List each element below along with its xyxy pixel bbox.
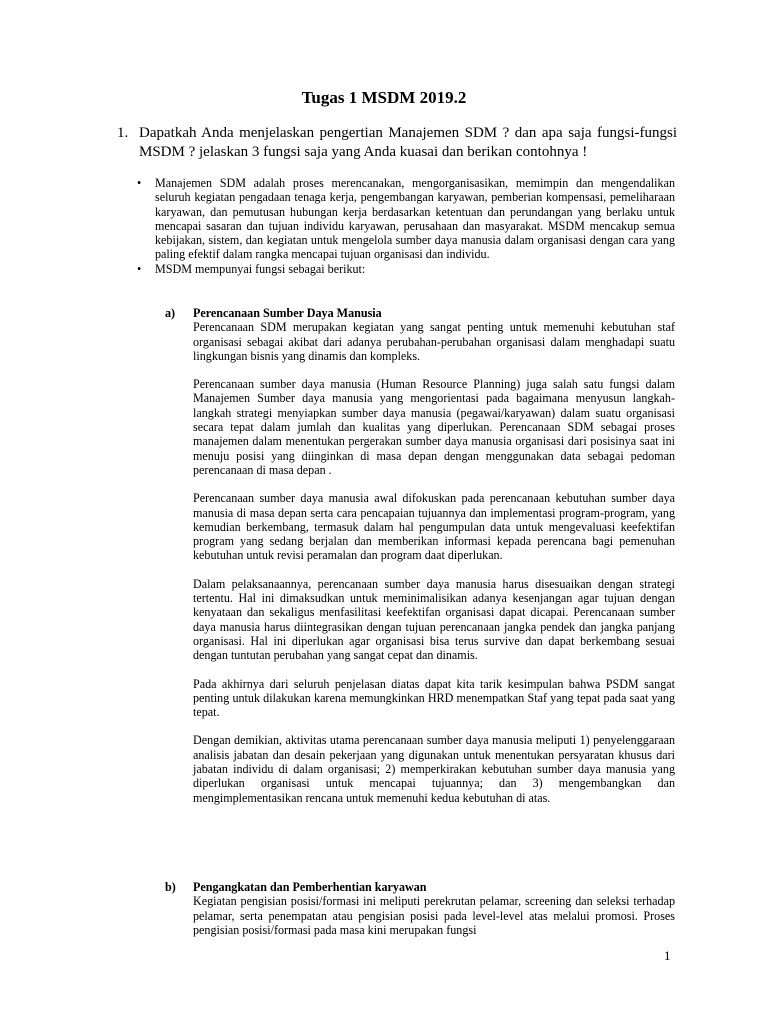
bullet-icon: • xyxy=(137,261,142,276)
bullet-icon: • xyxy=(137,176,142,190)
question-1 xyxy=(117,124,677,162)
section-heading: Perencanaan Sumber Daya Manusia xyxy=(193,306,382,320)
question-number: 1. xyxy=(117,125,129,141)
document-title: Tugas 1 MSDM 2019.2 xyxy=(301,88,467,107)
section-paragraph: Perencanaan sumber daya manusia (Human Resource Planning) juga salah satu fungsi dalam Manajemen Sumber daya manusia yang mengorientasi pada bagaimana menyusun langkah-langkah strategi menyiapkan sumber daya manusia (pegawai/karyawan) dalam suatu organisasi secara tepat dalam jumlah dan kualitas yang diperlukan. Perencanaan SDM sebagai proses manajemen dalam menentukan pergerakan sumber daya manusia organisasi dari posisinya saat ini menuju posisi yang diinginkan di masa depan dengan menggunakan data sebagai pedoman perencanaan di masa depan . xyxy=(193,377,675,477)
section-paragraph: Kegiatan pengisian posisi/formasi ini meliputi perekrutan pelamar, screening dan seleksi terhadap pelamar, serta penempatan atau pengisian posisi pada level-level atas melalui promosi. Proses pengisian posisi/formasi pada masa kini merupakan fungsi xyxy=(193,894,675,937)
section-heading: Pengangkatan dan Pemberhentian karyawan xyxy=(193,880,427,894)
section-a xyxy=(165,306,675,819)
section-paragraph: Pada akhirnya dari seluruh penjelasan diatas dapat kita tarik kesimpulan bahwa PSDM sangat penting untuk dilakukan karena memungkinkan HRD menempatkan Staf yang tepat pada saat yang tepat. xyxy=(193,676,675,720)
page-number: 1 xyxy=(664,948,671,963)
bullet-item xyxy=(135,262,675,276)
question-text: Dapatkah Anda menjelaskan pengertian Manajemen SDM ? dan apa saja fungsi-fungsi MSDM ? jelaskan 3 fungsi saja yang Anda kuasai dan berikan contohnya ! xyxy=(139,125,677,160)
bullet-list xyxy=(135,176,675,276)
section-letter: b) xyxy=(165,880,176,894)
section-paragraph: Perencanaan SDM merupakan kegiatan yang sangat penting untuk memenuhi kebutuhan staf organisasi sebagai akibat dari adanya perubahan-perubahan organisasi dalam menghadapi suatu lingkungan bisnis yang dinamis dan kompleks. xyxy=(193,320,675,363)
section-paragraph: Dengan demikian, aktivitas utama perencanaan sumber daya manusia meliputi 1) penyelenggaraan analisis jabatan dan desain pekerjaan yang digunakan untuk menentukan persyaratan khusus dari jabatan individu di dalam organisasi; 2) memperkirakan kebutuhan sumber daya manusia yang diperlukan organisasi untuk mencapai tujuannya; dan 3) mengembangkan dan mengimplementasikan rencana untuk memenuhi kedua kebutuhan di atas. xyxy=(193,733,675,805)
bullet-text: Manajemen SDM adalah proses merencanakan, mengorganisasikan, memimpin dan mengendalikan seluruh kegiatan pengadaan tenaga kerja, pengembangan karyawan, pemberian kompensasi, pemeliharaan karyawan, dan pemutusan hubungan kerja berdasarkan ketentuan dan perundangan yang berlaku untuk mencapai sasaran dan tujuan individu karyawan, perusahaan dan masyarakat. MSDM mencakup semua kebijakan, sistem, dan kegiatan untuk mengelola sumber daya manusia dalam organisasi dengan cara yang paling efektif dalam rangka mencapai tujuan organisasi dan individu. xyxy=(155,176,675,262)
section-paragraph: Perencanaan sumber daya manusia awal difokuskan pada perencanaan kebutuhan sumber daya manusia di masa depan serta cara pencapaian tujuannya dan implementasi program-program, yang kemudian berkembang, termasuk dalam hal pengumpulan data untuk mengevaluasi keefektifan program yang sedang berjalan dan memberikan informasi kepada perencana bagi pemenuhan kebutuhan untuk revisi peramalan dan program daat diperlukan. xyxy=(193,491,675,563)
bullet-item xyxy=(135,176,675,262)
bullet-text: MSDM mempunyai fungsi sebagai berikut: xyxy=(155,261,366,276)
section-letter: a) xyxy=(165,306,176,320)
section-b xyxy=(165,880,675,951)
section-paragraph: Dalam pelaksanaannya, perencanaan sumber daya manusia harus disesuaikan dengan strategi tertentu. Hal ini dimaksudkan untuk meminimalisikan adanya kesenjangan agar tujuan dengan kenyataan dan sekaligus menfasilitasi keefektifan organisasi dapat dicapai. Perencanaan sumber daya manusia harus diintegrasikan dengan tujuan perencanaan jangka pendek dan jangka panjang organisasi. Hal ini diperlukan agar organisasi bisa terus survive dan dapat berkembang sesuai dengan tuntutan perubahan yang sangat cepat dan dinamis. xyxy=(193,576,675,663)
